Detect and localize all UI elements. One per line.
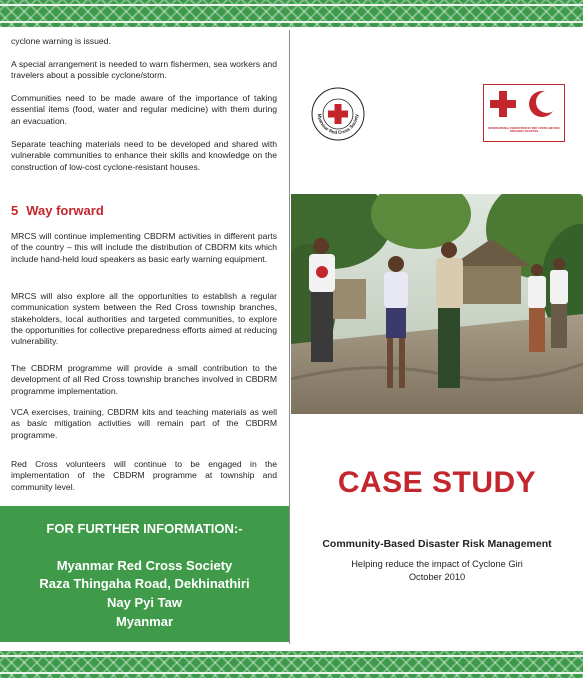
paragraph: Separate teaching materials need to be developed and shared with vulnerable communities to enhance their skills and knowledge on the construction of low-cost cyclone-resistant houses.: [11, 139, 277, 172]
paragraph: VCA exercises, training, CBDRM kits and teaching materials as well as basic mitigation activities will remain part of the CBDRM programme.: [11, 407, 277, 440]
volunteers-photo: [291, 194, 583, 414]
address-line: Myanmar: [115, 614, 174, 629]
case-study-subtitle: Community-Based Disaster Risk Management: [322, 538, 552, 550]
section-number: 5: [11, 203, 19, 218]
column-divider: [289, 30, 290, 644]
address-line: Myanmar Red Cross Society: [56, 558, 233, 573]
ifrc-emblem: [483, 84, 565, 142]
ifrc-caption: INTERNATIONAL FEDERATION OF RED CROSS AND RED CRESCENT SOCIETIES: [488, 127, 560, 133]
paragraph: Communities need to be made aware of the importance of taking essential items (food, water and regular medicine) with them during an evacuation.: [11, 93, 277, 126]
further-information-box: [0, 506, 289, 642]
red-cross-red-crescent-icon: [484, 85, 564, 127]
bottom-decorative-band: [0, 651, 583, 678]
info-heading: FOR FURTHER INFORMATION:-: [46, 521, 243, 536]
address-line: Nay Pyi Taw: [107, 595, 182, 610]
case-study-tagline: Helping reduce the impact of Cyclone Giri: [351, 559, 523, 569]
volunteer-figure: [550, 258, 568, 348]
section-title: Way forward: [26, 203, 104, 218]
section-heading: [11, 203, 104, 218]
paragraph: MRCS will continue implementing CBDRM activities in different parts of the country – this will include the distribution of CBDRM kits which include hand-held loud speakers as basic early warning equipment.: [11, 231, 277, 264]
paragraph: A special arrangement is needed to warn fishermen, sea workers and travelers about a possible cyclone/storm.: [11, 59, 277, 81]
paragraph: MRCS will also explore all the opportunities to establish a regular communication system between the Red Cross township branches, stakeholders, local authorities and targeted communities, to explore the opportunities for collective preparedness efforts aimed at reducing vulnerability.: [11, 291, 277, 347]
case-study-date: October 2010: [408, 572, 466, 582]
mrcs-ring-text: Myanmar Red Cross Society: [316, 113, 360, 136]
left-column: [0, 27, 289, 504]
volunteer-figure: [528, 264, 546, 352]
paragraph: cyclone warning is issued.: [11, 36, 111, 46]
paragraph: The CBDRM programme will provide a small contribution to the development of all Red Cross township branches involved in CBDRM programme implementation.: [11, 363, 277, 396]
mrcs-emblem-icon: [310, 86, 366, 142]
case-study-title: CASE STUDY: [337, 466, 537, 499]
volunteer-figure: [309, 238, 335, 362]
top-decorative-band: [0, 0, 583, 27]
paragraph: Red Cross volunteers will continue to be engaged in the implementation of the CBDRM programme at township and community level.: [11, 459, 277, 492]
address-line: Raza Thingaha Road, Dekhinathiri: [39, 576, 250, 591]
volunteer-figure: [436, 242, 463, 388]
